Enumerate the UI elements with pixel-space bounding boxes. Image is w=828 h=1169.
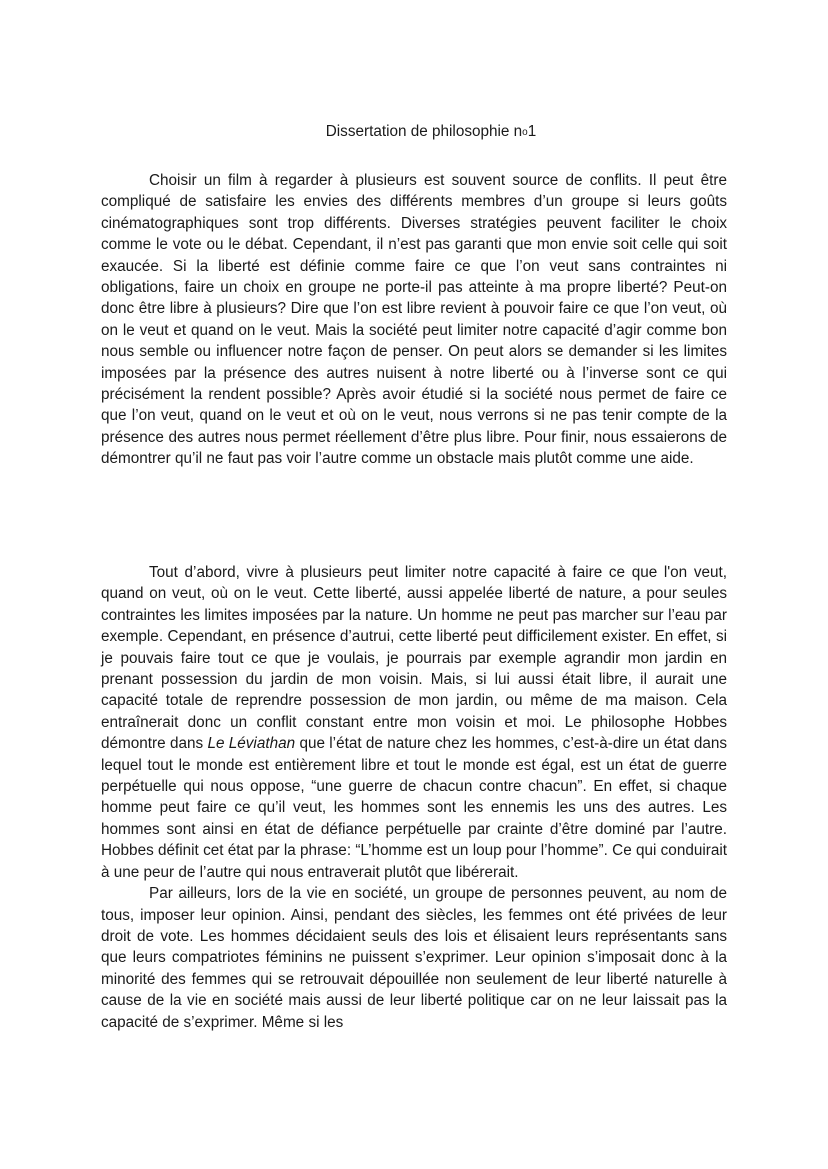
- introduction-section: [101, 170, 727, 470]
- title-number: 1: [527, 123, 537, 140]
- paragraph-text-end: que l’état de nature chez les hommes, c’est-à-dire un état dans lequel tout le monde est entièrement libre et tout le monde est égal, est un état de guerre perpétuelle qui nous oppose, “une guerre de chacun contre chacun”. En effet, si chaque homme peut faire ce qu’il veut, les hommes sont les ennemis les uns des autres. Les hommes sont ainsi en état de défiance perpétuelle par crainte d’être dominé par l’autre. Hobbes définit cet état par la phrase: “L’homme est un loup pour l’homme”. Ce qui conduirait à une peur de l’autre qui nous entraverait plutôt que libérerait.: [101, 735, 727, 881]
- first-part-paragraph-1: [101, 562, 727, 883]
- title-degree-sign: o: [522, 127, 528, 138]
- introduction-paragraph: Choisir un film à regarder à plusieurs est souvent source de conflits. Il peut être compliqué de satisfaire les envies des différents membres d’un groupe si leurs goûts cinématographiques sont trop différents. Diverses stratégies peuvent faciliter le choix comme le vote ou le débat. Cependant, il n’est pas garanti que mon envie soit celle qui soit exaucée. Si la liberté est définie comme faire ce que l’on veut sans contraintes ni obligations, faire un choix en groupe ne porte-il pas atteinte à ma propre liberté? Peut-on donc être libre à plusieurs? Dire que l’on est libre revient à pouvoir faire ce que l’on veut, où on le veut et quand on le veut. Mais la société peut limiter notre capacité d’agir comme bon nous semble ou influencer notre façon de penser. On peut alors se demander si les limites imposées par la présence des autres nuisent à notre liberté ou à l’inverse sont ce qui précisément la rendent possible? Après avoir étudié si la société nous permet de faire ce que l’on veut, quand on le veut et où on le veut, nous verrons si ne pas tenir compte de la présence des autres nous permet réellement d’être plus libre. Pour finir, nous essaierons de démontrer qu’il ne faut pas voir l’autre comme un obstacle mais plutôt comme une aide.: [101, 172, 727, 468]
- title-text: Dissertation de philosophie n: [325, 123, 523, 140]
- first-part-paragraph-2: Par ailleurs, lors de la vie en société, un groupe de personnes peuvent, au nom de tous, imposer leur opinion. Ainsi, pendant des siècles, les femmes ont été privées de leur droit de vote. Les hommes décidaient seuls des lois et élisaient leurs représentants sans que leurs compatriotes féminins ne puissent s’exprimer. Leur opinion s’imposait donc à la minorité des femmes qui se retrouvait dépouillée non seulement de leur liberté naturelle à cause de la vie en société mais aussi de leur liberté politique car on ne leur laissait pas la capacité de s’exprimer. Même si les: [101, 885, 727, 1031]
- first-part-section: [101, 562, 727, 1033]
- document-title: [0, 121, 828, 143]
- paragraph-text-start: Tout d’abord, vivre à plusieurs peut limiter notre capacité à faire ce que l'on veut, quand on veut, où on le veut. Cette liberté, aussi appelée liberté de nature, a pour seules contraintes les limites imposées par la nature. Un homme ne peut pas marcher sur l’eau par exemple. Cependant, en présence d’autrui, cette liberté peut difficilement exister. En effet, si je pouvais faire tout ce que je voulais, je pourrais par exemple agrandir mon jardin en prenant possession du jardin de mon voisin. Mais, si lui aussi était libre, il aurait une capacité totale de reprendre possession de mon jardin, ou même de ma maison. Cela entraînerait donc un conflit constant entre mon voisin et moi. Le philosophe Hobbes démontre dans: [101, 564, 727, 753]
- book-title-leviathan: Le Léviathan: [207, 735, 296, 753]
